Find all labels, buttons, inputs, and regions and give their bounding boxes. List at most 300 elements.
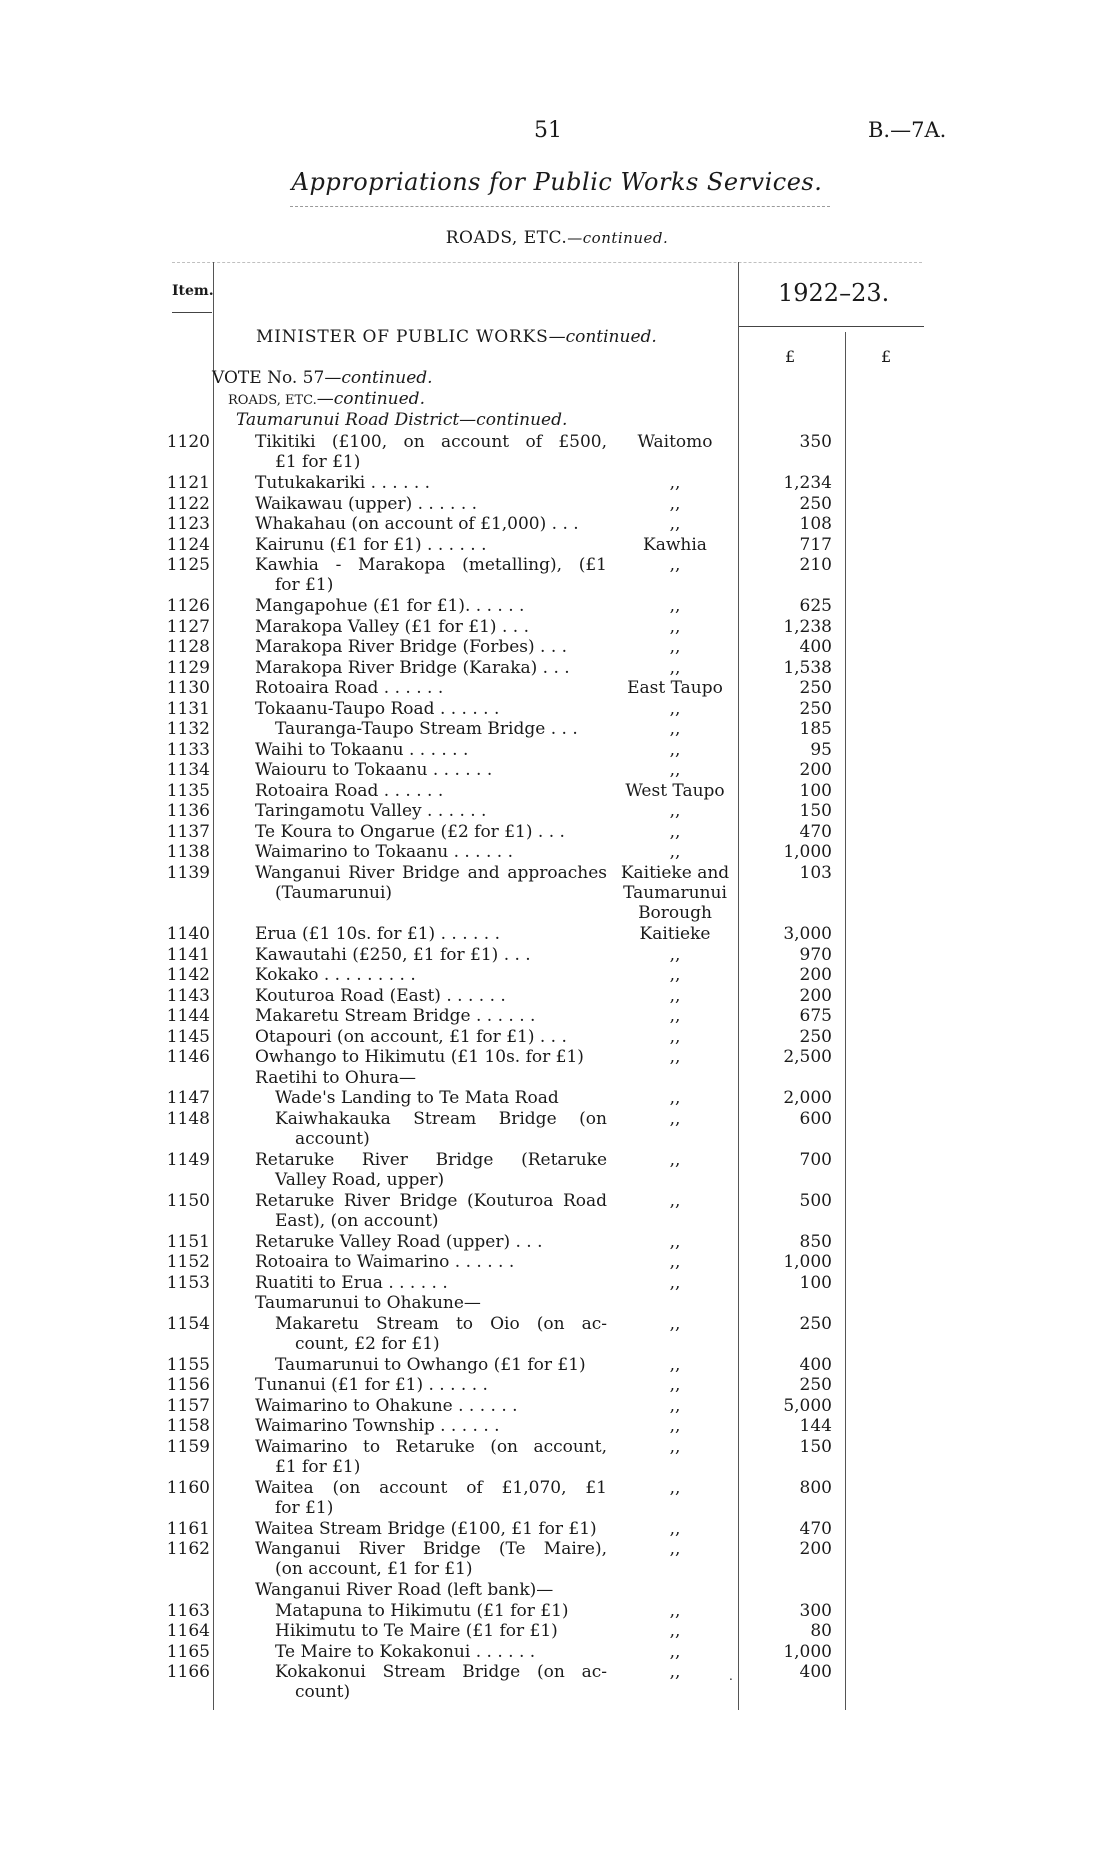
item-location (612, 1088, 738, 1108)
item-description (275, 1621, 607, 1641)
item-amount: 500 (799, 1190, 832, 1211)
item-amount: 3,000 (783, 924, 832, 944)
item-amount: 95 (810, 739, 832, 760)
item-location (612, 1621, 738, 1641)
location-line: ,, (669, 1026, 681, 1047)
item-number: 1166 (166, 1662, 210, 1682)
item-location (612, 822, 738, 842)
item-number: 1144 (166, 1006, 210, 1026)
location-line: ,, (669, 944, 681, 965)
item-amount: 200 (799, 1539, 832, 1559)
item-location (612, 1355, 738, 1375)
description-line: Taumarunui to Owhango (£1 for £1) (275, 1354, 586, 1375)
item-location (612, 1539, 738, 1559)
item-location (612, 637, 738, 657)
item-description (255, 863, 607, 903)
description-line: Rotoaira Road . . . . . . (255, 780, 444, 801)
description-line: Tikitiki (£100, on account of £500, (255, 432, 607, 452)
location-line: ,, (669, 739, 681, 760)
item-location (612, 1150, 738, 1170)
item-number: 1121 (166, 473, 210, 493)
item-location (612, 1047, 738, 1067)
description-line: Owhango to Hikimutu (£1 10s. for £1) (255, 1047, 584, 1067)
item-number: 1130 (166, 678, 210, 698)
description-line: Marakopa River Bridge (Karaka) . . . (255, 657, 570, 678)
item-number: 1150 (166, 1190, 210, 1211)
item-amount: 350 (799, 432, 832, 452)
item-number: 1163 (166, 1600, 210, 1621)
description-line: Matapuna to Hikimutu (£1 for £1) (275, 1600, 569, 1621)
item-amount: 400 (799, 1354, 832, 1375)
item-description (255, 1437, 607, 1477)
item-description (255, 801, 607, 821)
item-description (255, 1580, 607, 1600)
item-description (255, 1150, 607, 1190)
item-location (612, 945, 738, 965)
item-description (255, 678, 607, 698)
item-amount: 250 (799, 1313, 832, 1334)
location-line: ,, (669, 1354, 681, 1375)
description-line: Otapouri (on account, £1 for £1) . . . (255, 1026, 567, 1047)
item-description (255, 1416, 607, 1436)
location-line: ,, (669, 1518, 681, 1539)
item-location (612, 740, 738, 760)
item-amount: 850 (799, 1231, 832, 1252)
item-location (612, 699, 738, 719)
item-number: 1137 (166, 821, 210, 842)
item-amount: 700 (799, 1149, 832, 1170)
description-line: Waihi to Tokaanu . . . . . . (255, 739, 469, 760)
item-amount: 108 (799, 514, 832, 534)
item-description (255, 781, 607, 801)
description-line: Marakopa River Bridge (Forbes) . . . (255, 637, 568, 657)
item-location (612, 555, 738, 575)
page-number: 51 (534, 118, 562, 143)
item-location (612, 617, 738, 637)
item-description (255, 1375, 607, 1395)
location-line: ,, (669, 1600, 681, 1621)
item-number: 1161 (166, 1518, 210, 1539)
item-location (612, 1437, 738, 1457)
location-line: ,, (669, 493, 681, 514)
item-number: 1148 (166, 1108, 210, 1129)
description-line: Kairunu (£1 for £1) . . . . . . (255, 534, 487, 555)
description-line: Wanganui River Bridge (Te Maire), (255, 1539, 607, 1559)
item-amount: 300 (799, 1600, 832, 1621)
item-description (275, 1314, 607, 1354)
description-line: Kouturoa Road (East) . . . . . . (255, 985, 506, 1006)
location-line: ,, (669, 616, 681, 637)
item-number: 1152 (166, 1252, 210, 1272)
description-line: Wanganui River Road (left bank)— (255, 1580, 554, 1600)
currency-symbol: £ (881, 347, 892, 366)
item-amount: 2,500 (783, 1047, 832, 1067)
description-line: Kawautahi (£250, £1 for £1) . . . (255, 944, 531, 965)
location-line: Waitomo (637, 432, 713, 452)
item-description (255, 986, 607, 1006)
item-number: 1141 (166, 944, 210, 965)
item-amount: 470 (799, 821, 832, 842)
location-line: ,, (669, 637, 681, 657)
item-amount: 1,000 (783, 1252, 832, 1272)
description-line: Waimarino to Tokaanu . . . . . . (255, 842, 514, 862)
description-line: Makaretu Stream Bridge . . . . . . (255, 1006, 536, 1026)
item-description (255, 617, 607, 637)
item-location (612, 596, 738, 616)
item-amount: 250 (799, 678, 832, 698)
description-line: Waitea Stream Bridge (£100, £1 for £1) (255, 1518, 597, 1539)
description-line: Wanganui River Bridge and approaches (255, 862, 607, 883)
item-number: 1145 (166, 1026, 210, 1047)
location-line: ,, (669, 657, 681, 678)
item-description (255, 1027, 607, 1047)
item-amount: 600 (799, 1108, 832, 1129)
item-number: 1131 (166, 698, 210, 719)
item-amount: 717 (799, 534, 832, 555)
description-line: Te Koura to Ongarue (£2 for £1) . . . (255, 821, 565, 842)
item-location (612, 494, 738, 514)
year-column-header: 1922–23. (778, 279, 890, 307)
item-location (612, 781, 738, 801)
location-line: ,, (669, 1641, 681, 1662)
item-amount: 100 (799, 780, 832, 801)
item-number: 1159 (166, 1436, 210, 1457)
location-line: ,, (669, 1436, 681, 1457)
location-line: East Taupo (627, 678, 723, 698)
item-location (612, 678, 738, 698)
location-line: ,, (669, 1252, 681, 1272)
year-header-rule (738, 326, 924, 327)
item-amount: 625 (799, 596, 832, 616)
location-line: ,, (669, 842, 681, 862)
description-line: Waikawau (upper) . . . . . . (255, 493, 478, 514)
location-line: ,, (669, 1108, 681, 1129)
page-title: Appropriations for Public Works Services. (291, 168, 823, 196)
description-line: Rotoaira Road . . . . . . (255, 678, 444, 698)
item-location (612, 535, 738, 555)
description-line: Rotoaira to Waimarino . . . . . . (255, 1252, 515, 1272)
item-description (255, 1273, 607, 1293)
header-rule (172, 262, 922, 263)
item-amount: 200 (799, 965, 832, 985)
item-description (275, 1109, 607, 1149)
district-heading: Taumarunui Road District—continued. (236, 410, 568, 430)
location-line: ,, (669, 719, 681, 739)
item-number: 1147 (166, 1088, 210, 1108)
description-line: Kokako . . . . . . . . . (255, 965, 416, 985)
item-amount: 100 (799, 1272, 832, 1293)
item-location (612, 1601, 738, 1621)
item-description (255, 494, 607, 514)
location-line: Borough (638, 902, 712, 923)
location-line: ,, (669, 760, 681, 780)
item-location (612, 1314, 738, 1334)
item-number: 1155 (166, 1354, 210, 1375)
location-line: Kaitieke and (620, 862, 730, 883)
item-description (275, 719, 607, 739)
currency-symbol: £ (785, 347, 796, 366)
item-number: 1162 (166, 1539, 210, 1559)
location-line: ,, (669, 1047, 681, 1067)
item-description (255, 1047, 607, 1067)
item-location (612, 965, 738, 985)
item-description (255, 473, 607, 493)
description-line: for £1) (275, 575, 334, 595)
item-description (275, 1601, 607, 1621)
location-line: ,, (669, 965, 681, 985)
location-line: Kawhia (643, 534, 707, 555)
location-line: Kaitieke (639, 924, 711, 944)
description-line: Whakahau (on account of £1,000) . . . (255, 514, 579, 534)
location-line: ,, (669, 1395, 681, 1416)
item-number: 1146 (166, 1047, 210, 1067)
description-line: Te Maire to Kokakonui . . . . . . (275, 1641, 536, 1662)
title-rule (290, 206, 830, 207)
item-description (275, 1642, 607, 1662)
item-amount: 144 (799, 1416, 832, 1436)
item-description (255, 637, 607, 657)
item-amount: 1,000 (783, 1641, 832, 1662)
item-number: 1123 (166, 514, 210, 534)
item-number: 1132 (166, 719, 210, 739)
description-line: Waitea (on account of £1,070, £1 (255, 1477, 607, 1498)
location-line: ,, (669, 1313, 681, 1334)
description-line: account) (295, 1128, 370, 1149)
item-description (255, 924, 607, 944)
item-location (612, 1642, 738, 1662)
location-line: ,, (669, 1416, 681, 1436)
item-location (612, 473, 738, 493)
item-description (255, 432, 607, 472)
item-amount: 210 (799, 555, 832, 575)
item-number: 1139 (166, 862, 210, 883)
item-amount: 150 (799, 1436, 832, 1457)
item-description (255, 1478, 607, 1518)
item-description (255, 1006, 607, 1026)
item-description (255, 555, 607, 595)
description-line: Ruatiti to Erua . . . . . . (255, 1272, 448, 1293)
item-number: 1138 (166, 842, 210, 862)
description-line: Marakopa Valley (£1 for £1) . . . (255, 616, 529, 637)
location-line: ,, (669, 473, 681, 493)
item-number: 1142 (166, 965, 210, 985)
item-number: 1160 (166, 1477, 210, 1498)
location-line: ,, (669, 801, 681, 821)
item-amount: 5,000 (783, 1395, 832, 1416)
item-location (612, 1478, 738, 1498)
item-location (612, 801, 738, 821)
vote-heading: VOTE No. 57—continued. (212, 368, 433, 388)
item-column-divider (213, 262, 214, 1710)
item-number: 1134 (166, 760, 210, 780)
description-line: Kawhia - Marakopa (metalling), (£1 (255, 555, 607, 575)
item-number: 1157 (166, 1395, 210, 1416)
minister-heading: MINISTER OF PUBLIC WORKS—continued. (256, 327, 657, 347)
item-location (612, 1191, 738, 1211)
item-amount: 200 (799, 760, 832, 780)
description-line: Waimarino Township . . . . . . (255, 1416, 500, 1436)
item-description (255, 842, 607, 862)
item-description (275, 1662, 607, 1702)
description-line: Waimarino to Ohakune . . . . . . (255, 1395, 518, 1416)
item-number: 1164 (166, 1621, 210, 1641)
item-amount: 970 (799, 944, 832, 965)
item-description (255, 596, 607, 616)
item-location (612, 658, 738, 678)
item-number: 1122 (166, 493, 210, 514)
location-line: ,, (669, 985, 681, 1006)
item-location (612, 1252, 738, 1272)
item-header-rule (172, 312, 212, 313)
item-location (612, 924, 738, 944)
item-description (255, 1539, 607, 1579)
location-line: ,, (669, 555, 681, 575)
item-description (255, 1293, 607, 1313)
roads-heading: ROADS, ETC.—continued. (228, 389, 425, 409)
amount-column-divider (845, 332, 846, 1710)
item-number: 1133 (166, 739, 210, 760)
location-line: ,, (669, 1088, 681, 1108)
location-line: ,, (669, 821, 681, 842)
item-amount: 80 (810, 1621, 832, 1641)
location-line: ,, (669, 1231, 681, 1252)
item-number: 1135 (166, 780, 210, 801)
item-amount: 470 (799, 1518, 832, 1539)
item-amount: 250 (799, 1375, 832, 1395)
description-line: £1 for £1) (275, 452, 361, 472)
item-number: 1156 (166, 1375, 210, 1395)
location-line: ,, (669, 1006, 681, 1026)
item-description (255, 1396, 607, 1416)
item-description (255, 822, 607, 842)
location-line: ,, (669, 1375, 681, 1395)
description-line: Tutukakariki . . . . . . (255, 473, 431, 493)
description-line: Waimarino to Retaruke (on account, (255, 1436, 607, 1457)
description-line: Tauranga-Taupo Stream Bridge . . . (275, 719, 578, 739)
item-number: 1124 (166, 534, 210, 555)
item-location (612, 842, 738, 862)
item-location (612, 1232, 738, 1252)
location-line: ,, (669, 514, 681, 534)
item-amount: 103 (799, 862, 832, 883)
description-line: Erua (£1 10s. for £1) . . . . . . (255, 924, 501, 944)
description-line: count, £2 for £1) (295, 1333, 440, 1354)
description-line: Valley Road, upper) (275, 1169, 445, 1190)
location-line: ,, (669, 698, 681, 719)
item-description (255, 740, 607, 760)
item-location (612, 986, 738, 1006)
item-amount: 150 (799, 801, 832, 821)
item-location (612, 514, 738, 534)
item-description (275, 1088, 607, 1108)
item-number: 1158 (166, 1416, 210, 1436)
description-line: Kaiwhakauka Stream Bridge (on (275, 1108, 607, 1129)
location-line: ,, (669, 1149, 681, 1170)
item-description (255, 1232, 607, 1252)
description-line: (Taumarunui) (275, 882, 393, 903)
item-location (612, 1519, 738, 1539)
item-amount: 250 (799, 698, 832, 719)
item-description (255, 1191, 607, 1231)
item-number: 1136 (166, 801, 210, 821)
description-line: Retaruke Valley Road (upper) . . . (255, 1231, 543, 1252)
description-line: Makaretu Stream to Oio (on ac- (275, 1313, 607, 1334)
item-location (612, 1273, 738, 1293)
item-number: 1165 (166, 1641, 210, 1662)
description-line: (on account, £1 for £1) (275, 1559, 473, 1579)
item-amount: 1,238 (783, 616, 832, 637)
location-line: ,, (669, 1477, 681, 1498)
item-number: 1153 (166, 1272, 210, 1293)
description-line: Taringamotu Valley . . . . . . (255, 801, 487, 821)
description-line: Retaruke River Bridge (Kouturoa Road (255, 1190, 607, 1211)
item-number: 1143 (166, 985, 210, 1006)
item-description (255, 1519, 607, 1539)
item-description (275, 1355, 607, 1375)
item-amount: 2,000 (783, 1088, 832, 1108)
item-location (612, 1109, 738, 1129)
item-number: 1151 (166, 1231, 210, 1252)
item-number: 1149 (166, 1149, 210, 1170)
item-description (255, 760, 607, 780)
description-line: count) (295, 1682, 351, 1702)
section-heading: ROADS, ETC.—continued. (445, 228, 669, 248)
location-line: West Taupo (625, 780, 725, 801)
description-line: Raetihi to Ohura— (255, 1067, 417, 1088)
margin-mark: . (729, 1669, 733, 1683)
description-line: East), (on account) (275, 1210, 439, 1231)
item-amount: 800 (799, 1477, 832, 1498)
page-reference: B.—7A. (868, 118, 947, 142)
item-number: 1140 (166, 924, 210, 944)
description-line: Tunanui (£1 for £1) . . . . . . (255, 1375, 488, 1395)
item-location (612, 719, 738, 739)
description-line: Retaruke River Bridge (Retaruke (255, 1149, 607, 1170)
item-location (612, 863, 738, 923)
location-line: Taumarunui (623, 882, 727, 903)
item-description (255, 945, 607, 965)
description-line: Taumarunui to Ohakune— (255, 1293, 481, 1313)
description-line: Mangapohue (£1 for £1). . . . . . (255, 596, 525, 616)
item-amount: 250 (799, 493, 832, 514)
location-line: ,, (669, 596, 681, 616)
item-amount: 1,000 (783, 842, 832, 862)
item-number: 1125 (166, 555, 210, 575)
item-description (255, 514, 607, 534)
item-location (612, 1396, 738, 1416)
location-line: ,, (669, 1539, 681, 1559)
item-amount: 200 (799, 985, 832, 1006)
item-description (255, 1252, 607, 1272)
item-location (612, 1006, 738, 1026)
item-amount: 400 (799, 637, 832, 657)
description-line: Kokakonui Stream Bridge (on ac- (275, 1662, 607, 1682)
item-number: 1128 (166, 637, 210, 657)
description-line: Hikimutu to Te Maire (£1 for £1) (275, 1621, 558, 1641)
item-number: 1120 (166, 432, 210, 452)
description-line: £1 for £1) (275, 1456, 361, 1477)
item-description (255, 658, 607, 678)
item-number: 1126 (166, 596, 210, 616)
item-description (255, 535, 607, 555)
item-amount: 250 (799, 1026, 832, 1047)
item-number: 1129 (166, 657, 210, 678)
item-location (612, 1027, 738, 1047)
item-location (612, 760, 738, 780)
item-number: 1127 (166, 616, 210, 637)
item-location (612, 1375, 738, 1395)
item-location (612, 1416, 738, 1436)
